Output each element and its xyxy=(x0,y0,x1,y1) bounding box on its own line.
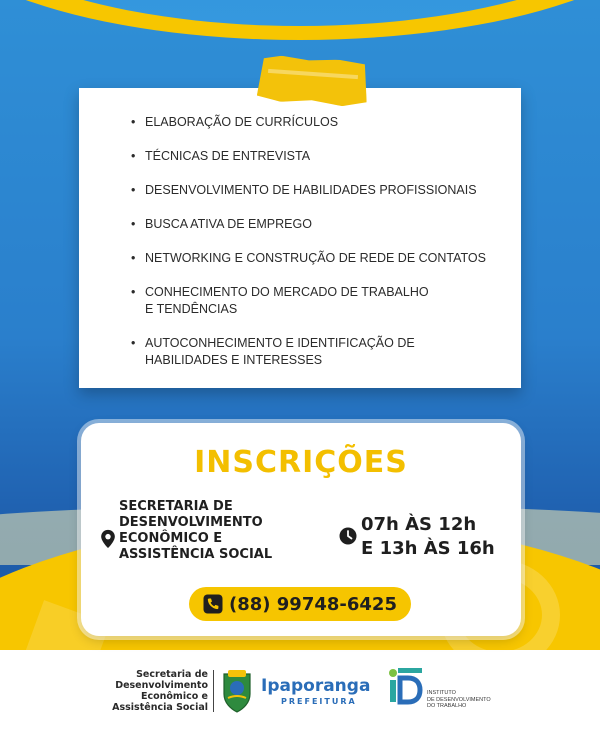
address-line: ECONÔMICO E xyxy=(119,531,223,546)
footer-divider xyxy=(213,670,214,712)
secretaria-line: Assistência Social xyxy=(112,702,208,713)
service-item: • TÉCNICAS DE ENTREVISTA xyxy=(131,148,511,165)
secretaria-logo-text xyxy=(108,669,208,713)
secretaria-line: Secretaria de xyxy=(136,669,208,680)
hours-line: E 13h ÀS 16h xyxy=(361,538,495,559)
city-crest-icon xyxy=(220,668,254,714)
institute-line: DE DESENVOLVIMENTO xyxy=(427,696,491,703)
secretaria-line: Desenvolvimento xyxy=(115,680,208,691)
phone-icon xyxy=(203,594,223,614)
services-list xyxy=(131,114,511,369)
address-line: ASSISTÊNCIA SOCIAL xyxy=(119,547,273,562)
registration-hours xyxy=(361,513,521,561)
registration-address xyxy=(119,499,299,563)
service-item: • BUSCA ATIVA DE EMPREGO xyxy=(131,216,511,233)
location-pin-icon xyxy=(99,529,117,549)
institute-logo-icon xyxy=(388,664,424,712)
institute-line: DO TRABALHO xyxy=(427,703,467,709)
tape-decoration xyxy=(257,54,370,108)
phone-button[interactable] xyxy=(189,587,411,621)
phone-number: (88) 99748-6425 xyxy=(229,593,397,615)
city-name: Ipaporanga xyxy=(261,676,371,696)
institute-line: INSTITUTO xyxy=(427,690,456,696)
service-item: • DESENVOLVIMENTO DE HABILIDADES PROFISSIONAIS xyxy=(131,182,511,199)
service-item: • CONHECIMENTO DO MERCADO DE TRABALHO E TENDÊNCIAS xyxy=(131,284,431,318)
service-item: • NETWORKING E CONSTRUÇÃO DE REDE DE CONTATOS xyxy=(131,250,511,267)
address-line: SECRETARIA DE xyxy=(119,499,233,514)
address-line: DESENVOLVIMENTO xyxy=(119,515,263,530)
hours-line: 07h ÀS 12h xyxy=(361,514,477,535)
secretaria-line: Econômico e xyxy=(140,691,208,702)
clock-icon xyxy=(339,527,357,545)
city-subtitle: PREFEITURA xyxy=(281,697,357,706)
registration-title: INSCRIÇÕES xyxy=(194,445,408,480)
service-item: • ELABORAÇÃO DE CURRÍCULOS xyxy=(131,114,511,131)
services-card xyxy=(79,88,521,388)
service-item: • AUTOCONHECIMENTO E IDENTIFICAÇÃO DE HABILIDADES E INTERESSES xyxy=(131,335,431,369)
registration-card xyxy=(81,423,521,636)
institute-name xyxy=(427,690,497,710)
